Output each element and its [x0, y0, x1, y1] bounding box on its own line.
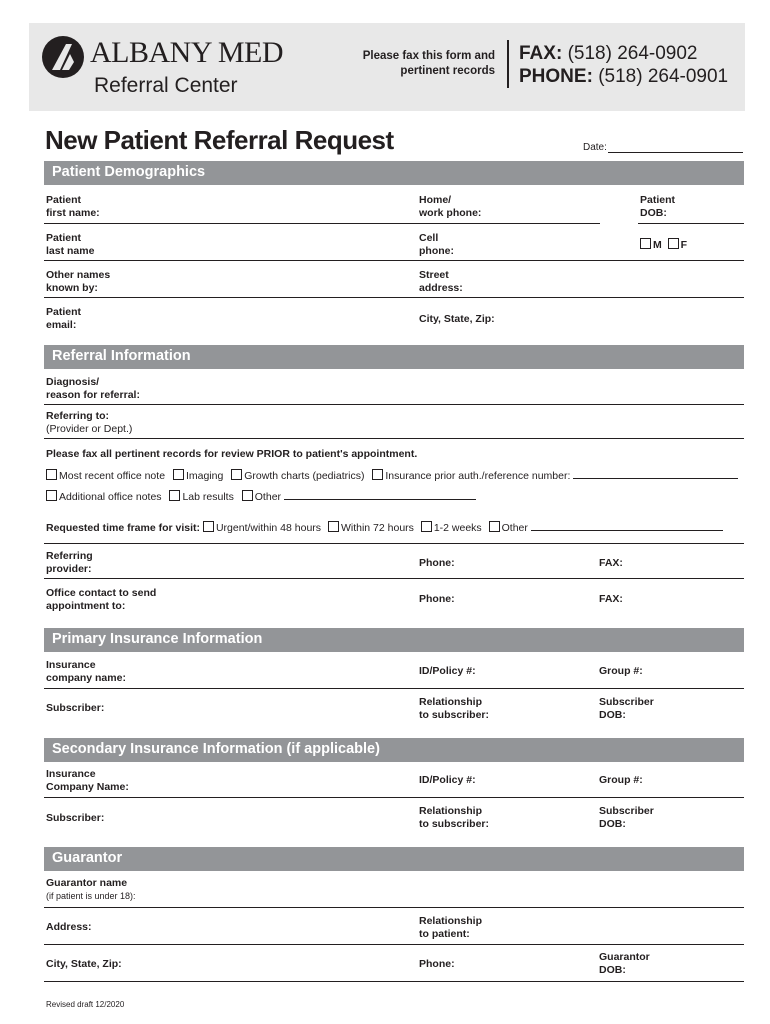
guarantor-city-label: City, State, Zip: [46, 958, 122, 970]
checkbox-additional-notes[interactable] [46, 490, 57, 501]
guarantor-name-label: Guarantor name (if patient is under 18): [46, 877, 136, 901]
section-referral-information: Referral Information [44, 345, 744, 369]
guarantor-phone-label: Phone: [419, 958, 455, 970]
brand-name: ALBANY MED [90, 36, 284, 69]
header-divider [507, 40, 509, 88]
sex-m-checkbox[interactable] [640, 238, 651, 249]
section-primary-insurance: Primary Insurance Information [44, 628, 744, 652]
checkbox-imaging[interactable] [173, 469, 184, 480]
dob-label: Patient DOB: [640, 194, 676, 219]
fax-contact: FAX: (518) 264-0902 [519, 43, 698, 64]
section-guarantor: Guarantor [44, 847, 744, 871]
other-records-field[interactable] [284, 490, 476, 500]
diagnosis-field[interactable] [44, 404, 744, 405]
revision-note: Revised draft 12/2020 [46, 1000, 125, 1009]
secondary-policy-label: ID/Policy #: [419, 774, 476, 786]
checkbox-other-records[interactable] [242, 490, 253, 501]
referring-to-label: Referring to: (Provider or Dept.) [46, 410, 133, 435]
cell-phone-label: Cell phone: [419, 232, 454, 257]
city-label: City, State, Zip: [419, 313, 495, 325]
email-label: Patient email: [46, 306, 82, 331]
fax-note: Please fax this form and pertinent records [362, 50, 495, 77]
checkbox-growth-charts[interactable] [231, 469, 242, 480]
checkbox-office-note[interactable] [46, 469, 57, 480]
referring-to-field[interactable] [44, 438, 744, 439]
provider-fax-label: FAX: [599, 557, 623, 569]
sex-f-checkbox[interactable] [668, 238, 679, 249]
section-secondary-insurance: Secondary Insurance Information (if applicable) [44, 738, 744, 762]
first-name-label: Patient first name: [46, 194, 100, 219]
albany-med-logo-icon [42, 36, 84, 78]
contact-phone-label: Phone: [419, 593, 455, 605]
guarantor-relationship-label: Relationship to patient: [419, 915, 483, 940]
section-patient-demographics: Patient Demographics [44, 161, 744, 185]
street-label: Street address: [419, 269, 463, 294]
checkbox-lab-results[interactable] [169, 490, 180, 501]
referring-provider-label: Referring provider: [46, 550, 93, 575]
office-contact-label: Office contact to send appointment to: [46, 587, 157, 612]
secondary-group-label: Group #: [599, 774, 643, 786]
first-name-field[interactable] [44, 223, 600, 224]
sex-options: M F [640, 238, 687, 252]
other-names-field[interactable] [44, 297, 744, 298]
guarantor-dob-label: Guarantor DOB: [599, 951, 650, 976]
primary-company-label: Insurance company name: [46, 659, 126, 684]
secondary-subscriber-dob-label: Subscriber DOB: [599, 805, 654, 830]
guarantor-name-field[interactable] [44, 907, 744, 908]
insurance-auth-field[interactable] [573, 469, 738, 479]
checkbox-insurance-auth[interactable] [372, 469, 383, 480]
guarantor-address-label: Address: [46, 921, 92, 933]
secondary-company-label: Insurance Company Name: [46, 768, 129, 793]
secondary-company-field[interactable] [44, 797, 744, 798]
date-label: Date: [583, 142, 607, 153]
fax-instruction: Please fax all pertinent records for review PRIOR to patient's appointment. [46, 448, 418, 460]
referring-provider-field[interactable] [44, 578, 744, 579]
primary-company-field[interactable] [44, 688, 744, 689]
brand-subtitle: Referral Center [94, 74, 238, 97]
secondary-relationship-label: Relationship to subscriber: [419, 805, 490, 830]
checkbox-72-hours[interactable] [328, 521, 339, 532]
phone-contact: PHONE: (518) 264-0901 [519, 66, 729, 87]
page-title: New Patient Referral Request [45, 125, 394, 155]
date-field[interactable] [608, 152, 743, 153]
checkbox-other-timeframe[interactable] [489, 521, 500, 532]
primary-relationship-label: Relationship to subscriber: [419, 696, 490, 721]
timeframe-row: Requested time frame for visit: Urgent/within 48 hours Within 72 hours 1-2 weeks Other [46, 521, 723, 535]
records-row-1: Most recent office note Imaging Growth charts (pediatrics) Insurance prior auth./reference number: [46, 469, 738, 483]
secondary-subscriber-label: Subscriber: [46, 812, 105, 824]
last-name-field[interactable] [44, 260, 744, 261]
primary-group-label: Group #: [599, 665, 643, 677]
last-name-label: Patient last name [46, 232, 95, 257]
timeframe-divider [44, 543, 744, 544]
other-timeframe-field[interactable] [531, 521, 723, 531]
primary-policy-label: ID/Policy #: [419, 665, 476, 677]
diagnosis-label: Diagnosis/ reason for referral: [46, 376, 140, 401]
other-names-label: Other names known by: [46, 269, 111, 294]
records-row-2: Additional office notes Lab results Other [46, 490, 476, 504]
dob-field[interactable] [638, 223, 744, 224]
contact-fax-label: FAX: [599, 593, 623, 605]
checkbox-urgent[interactable] [203, 521, 214, 532]
provider-phone-label: Phone: [419, 557, 455, 569]
guarantor-city-field[interactable] [44, 981, 744, 982]
guarantor-address-field[interactable] [44, 944, 744, 945]
checkbox-1-2-weeks[interactable] [421, 521, 432, 532]
primary-subscriber-label: Subscriber: [46, 702, 105, 714]
home-phone-label: Home/ work phone: [419, 194, 482, 219]
primary-subscriber-dob-label: Subscriber DOB: [599, 696, 654, 721]
